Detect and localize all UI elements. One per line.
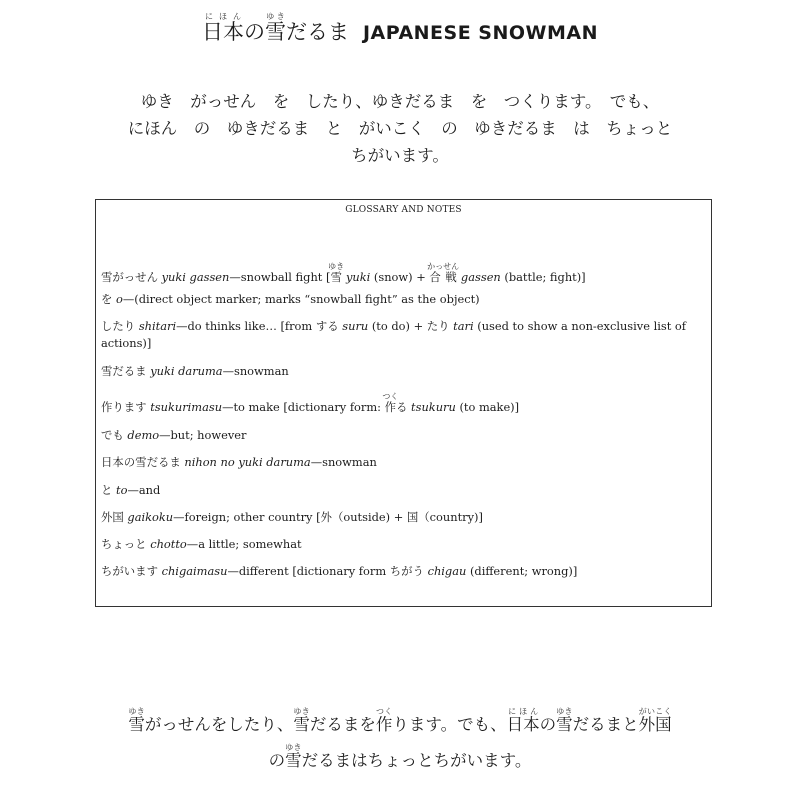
passage-reading: ゆき bbox=[285, 743, 302, 752]
term-kanji-ruby bbox=[427, 262, 460, 284]
term-gloss: （outside) + bbox=[331, 510, 407, 524]
passage-kanji: 作 bbox=[375, 715, 393, 734]
kanji-passage bbox=[0, 707, 800, 779]
term-romaji: tari bbox=[453, 319, 474, 333]
passage-text: ります。でも、 bbox=[392, 715, 507, 734]
term-romaji: gassen bbox=[460, 270, 501, 284]
term-kanji: 国 bbox=[406, 510, 419, 524]
term-definition: —(direct object marker; marks “snowball fight” as the object) bbox=[122, 292, 480, 306]
term-romaji: yuki gassen bbox=[161, 270, 230, 284]
term-romaji: chigaimasu bbox=[161, 564, 228, 578]
glossary-entry-tsukurimasu bbox=[101, 392, 705, 416]
glossary-entry-o bbox=[101, 291, 705, 308]
glossary-entry-gaikoku bbox=[101, 509, 705, 526]
term-kanji-reading: かっせん bbox=[427, 262, 460, 271]
passage-kanji: 雪 bbox=[128, 715, 145, 734]
title-snow-kanji: 雪 bbox=[264, 20, 286, 44]
term-romaji: tsukurimasu bbox=[150, 400, 223, 414]
term-definition: —snowman bbox=[222, 364, 289, 378]
passage-kanji: 雪 bbox=[556, 715, 573, 734]
term-romaji: demo bbox=[127, 428, 160, 442]
term-gloss: (different; wrong)] bbox=[466, 564, 578, 578]
passage-text: の bbox=[539, 715, 557, 734]
term-kanji-reading: ゆき bbox=[328, 262, 345, 271]
furigana-ruby bbox=[638, 707, 672, 734]
term-japanese: したり bbox=[101, 319, 136, 333]
title-snow-reading: ゆき bbox=[264, 12, 286, 21]
term-japanese: ちがいます bbox=[101, 564, 158, 578]
term-romaji: to bbox=[116, 483, 128, 497]
term-kanji: 合戦 bbox=[427, 270, 460, 284]
glossary-heading: GLOSSARY AND NOTES bbox=[345, 205, 462, 215]
title-japan-kanji: 日本 bbox=[201, 20, 244, 44]
passage-text: がっせんをしたり、 bbox=[144, 715, 294, 734]
term-romaji: shitari bbox=[138, 319, 177, 333]
passage-kanji: 雪 bbox=[285, 751, 302, 770]
term-definition: —different [dictionary form bbox=[227, 564, 390, 578]
page-title bbox=[0, 12, 800, 46]
passage-text: だるまを bbox=[309, 715, 376, 734]
term-romaji: chigau bbox=[427, 564, 467, 578]
intro-line-3: ちがいます。 bbox=[351, 146, 449, 165]
term-definition: —snowball fight [ bbox=[229, 270, 331, 284]
furigana-ruby bbox=[375, 707, 393, 734]
term-japanese: と bbox=[101, 483, 113, 497]
term-japanese: でも bbox=[101, 428, 124, 442]
term-gloss: (battle; fight)] bbox=[500, 270, 586, 284]
term-japanese: 外国 bbox=[101, 510, 124, 524]
term-definition: —foreign; other country [ bbox=[173, 510, 321, 524]
passage-reading: つく bbox=[375, 707, 393, 716]
term-definition: —but; however bbox=[159, 428, 247, 442]
term-japanese: 雪がっせん bbox=[101, 270, 158, 284]
term-romaji: suru bbox=[342, 319, 369, 333]
title-japanese bbox=[201, 12, 349, 44]
passage-reading: ゆき bbox=[293, 707, 310, 716]
glossary-entry-chotto bbox=[101, 536, 705, 553]
passage-reading: にほん bbox=[506, 707, 540, 716]
term-kanji: 雪 bbox=[328, 270, 345, 284]
glossary-box bbox=[95, 199, 712, 607]
term-japanese: する bbox=[315, 319, 339, 333]
passage-text: だるまと bbox=[572, 715, 639, 734]
passage-kanji: 雪 bbox=[293, 715, 310, 734]
furigana-ruby bbox=[556, 707, 573, 734]
furigana-ruby bbox=[506, 707, 540, 734]
term-japanese: 作ります bbox=[101, 400, 147, 414]
term-definition: —do thinks like… [from bbox=[176, 319, 316, 333]
passage-text: だるまはちょっとちがいます。 bbox=[301, 751, 532, 770]
term-japanese: 雪だるま bbox=[101, 364, 147, 378]
term-kanji-ruby bbox=[382, 392, 399, 414]
glossary-entry-yuki-daruma bbox=[101, 363, 705, 380]
term-japanese: 日本の雪だるま bbox=[101, 455, 181, 469]
glossary-entry-shitari bbox=[101, 318, 705, 351]
glossary-entry-nihon-no-yuki-daruma bbox=[101, 454, 705, 471]
term-kanji: 外 bbox=[320, 510, 332, 524]
term-romaji: tsukuru bbox=[411, 400, 456, 414]
term-gloss: (to make)] bbox=[455, 400, 520, 414]
title-english: JAPANESE SNOWMAN bbox=[362, 22, 599, 44]
passage-kanji: 日本 bbox=[506, 715, 540, 734]
passage-reading: がいこく bbox=[638, 707, 672, 716]
passage-line-1 bbox=[0, 707, 800, 743]
title-particle: の bbox=[243, 20, 265, 44]
term-romaji: chotto bbox=[150, 537, 187, 551]
furigana-ruby bbox=[128, 707, 145, 734]
term-gloss: (used to show a non-exclusive list of actions)] bbox=[101, 319, 686, 350]
term-romaji: nihon no yuki daruma bbox=[184, 455, 311, 469]
term-definition: —a little; somewhat bbox=[186, 537, 302, 551]
furigana-ruby bbox=[293, 707, 310, 734]
title-daruma: だるま bbox=[285, 20, 349, 44]
term-japanese: ちがう bbox=[389, 564, 424, 578]
passage-text: の bbox=[268, 751, 286, 770]
passage-kanji: 外国 bbox=[638, 715, 672, 734]
title-snow-ruby bbox=[264, 12, 286, 44]
term-gloss: (to do) + bbox=[368, 319, 427, 333]
term-gloss: （country)] bbox=[418, 510, 483, 524]
title-japan-ruby bbox=[201, 12, 244, 44]
term-okurigana: る bbox=[396, 400, 408, 414]
term-definition: —to make [dictionary form: bbox=[222, 400, 385, 414]
term-kanji-reading: つく bbox=[382, 392, 399, 401]
passage-reading: ゆき bbox=[128, 707, 145, 716]
term-kanji: 作 bbox=[382, 400, 399, 414]
term-definition: —and bbox=[127, 483, 161, 497]
glossary-entry-to bbox=[101, 482, 705, 499]
term-definition: —snowman bbox=[310, 455, 377, 469]
furigana-ruby bbox=[285, 743, 302, 770]
intro-line-2: にほん の ゆきだるま と がいこく の ゆきだるま は ちょっと bbox=[127, 119, 673, 138]
passage-line-2 bbox=[0, 743, 800, 779]
glossary-entry-yuki-gassen bbox=[101, 262, 705, 286]
term-japanese: ちょっと bbox=[101, 537, 147, 551]
term-romaji: o bbox=[116, 292, 123, 306]
intro-line-1: ゆき がっせん を したり、ゆきだるま を つくります。 でも、 bbox=[140, 92, 660, 111]
glossary-entry-demo bbox=[101, 427, 705, 444]
term-kanji-ruby bbox=[328, 262, 345, 284]
term-romaji: gaikoku bbox=[127, 510, 174, 524]
glossary-entry-chigaimasu bbox=[101, 563, 705, 580]
title-japan-reading: にほん bbox=[201, 12, 244, 21]
passage-reading: ゆき bbox=[556, 707, 573, 716]
term-romaji: yuki daruma bbox=[150, 364, 223, 378]
term-japanese: たり bbox=[426, 319, 450, 333]
intro-paragraph bbox=[0, 88, 800, 169]
term-japanese: を bbox=[101, 292, 113, 306]
term-gloss: (snow) + bbox=[370, 270, 430, 284]
term-romaji: yuki bbox=[345, 270, 371, 284]
